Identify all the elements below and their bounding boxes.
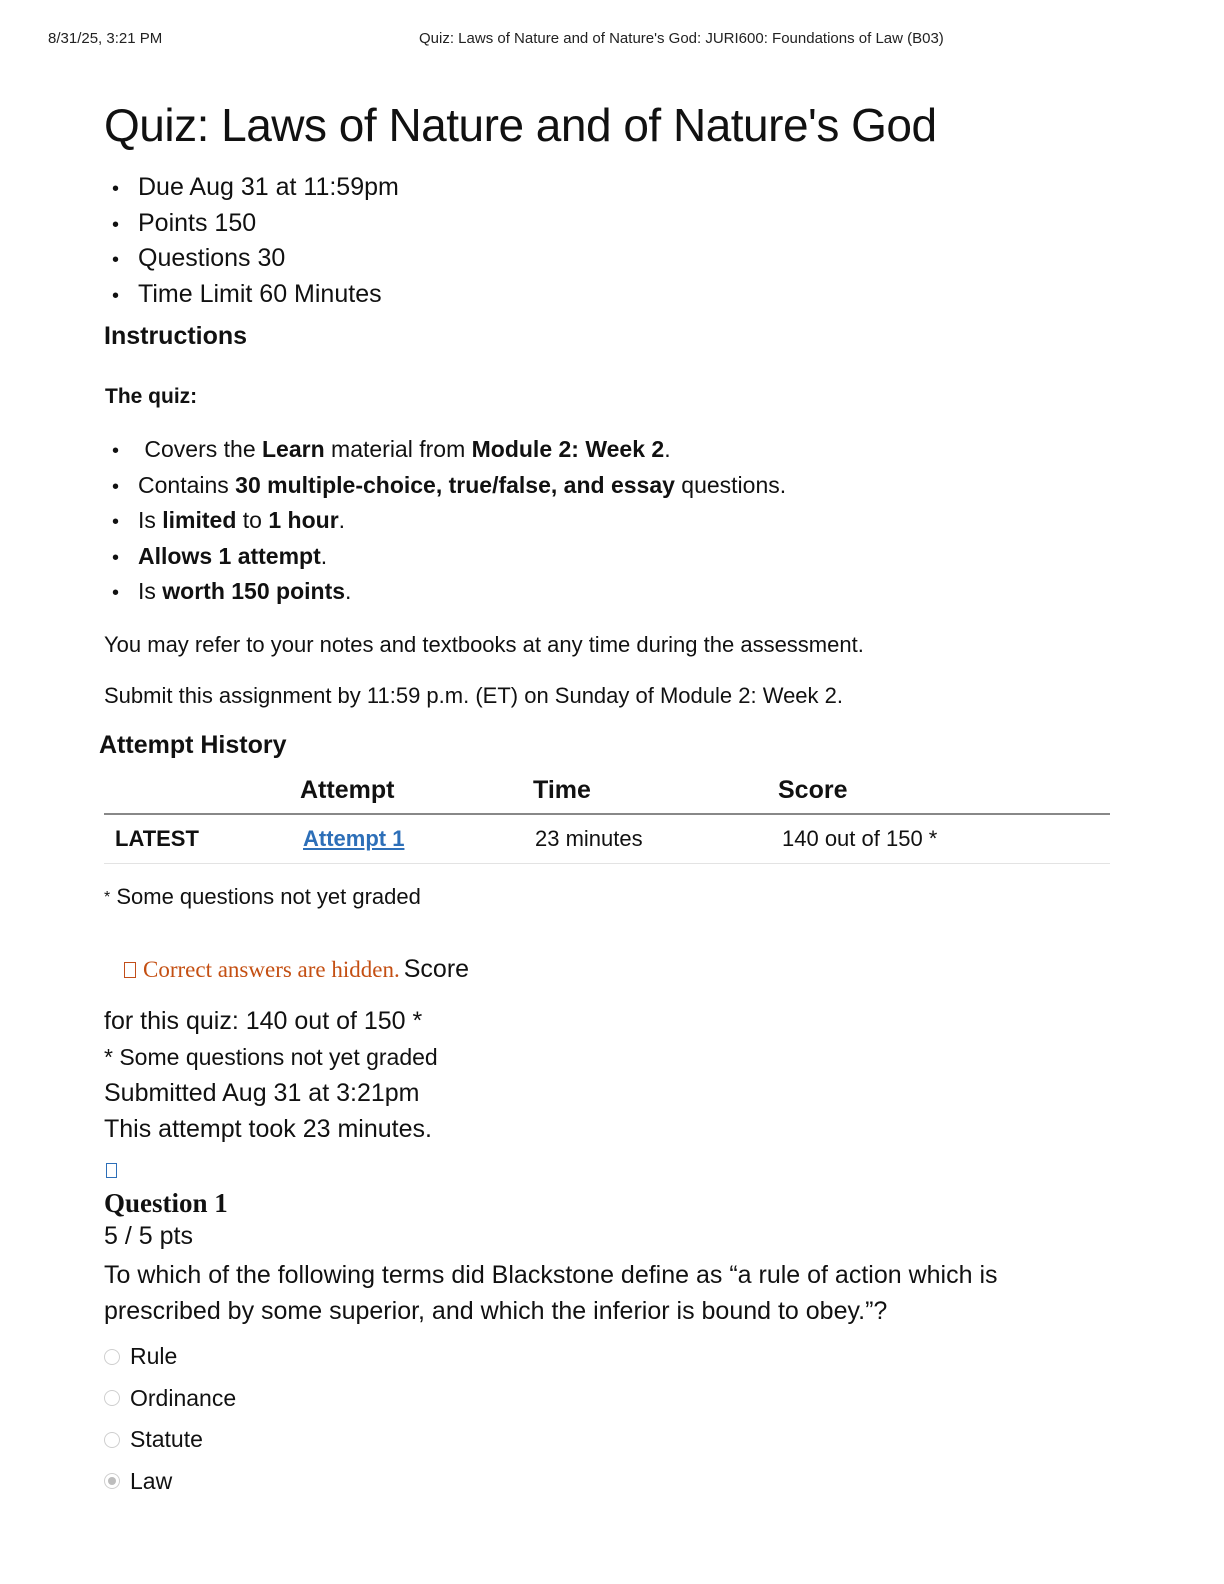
results-summary <box>104 1003 438 1147</box>
meta-time-limit: • Time Limit 60 Minutes <box>112 279 382 308</box>
answer-option[interactable] <box>104 1336 236 1378</box>
quiz-meta-list <box>112 170 399 312</box>
instructions-lead: The quiz: <box>105 385 198 408</box>
instructions-heading: Instructions <box>104 322 248 350</box>
print-timestamp: 8/31/25, 3:21 PM <box>48 30 163 47</box>
submit-deadline-text: Submit this assignment by 11:59 p.m. (ET) on Sunday of Module 2: Week 2. <box>104 683 843 708</box>
answer-option[interactable] <box>104 1419 236 1461</box>
answer-label: Law <box>130 1467 173 1494</box>
attempt-history-heading: Attempt History <box>99 731 287 759</box>
radio-button[interactable] <box>104 1390 120 1406</box>
answer-options <box>104 1336 236 1502</box>
attempt-link[interactable]: Attempt 1 <box>303 826 405 851</box>
rule-item: • Allows 1 attempt. <box>112 542 328 569</box>
box-icon <box>124 962 136 978</box>
score-label: Score <box>403 955 470 983</box>
column-header-score: Score <box>778 767 1110 814</box>
not-graded-line: * Some questions not yet graded <box>104 1044 438 1070</box>
meta-due: • Due Aug 31 at 11:59pm <box>112 173 399 201</box>
meta-points: • Points 150 <box>112 208 257 237</box>
duration-line: This attempt took 23 minutes. <box>104 1115 432 1143</box>
question-title: Question 1 <box>104 1188 228 1218</box>
rule-item: • Is limited to 1 hour. <box>112 507 346 534</box>
grading-footnote: * Some questions not yet graded <box>104 884 421 909</box>
column-header <box>104 767 300 814</box>
hidden-answers-notice <box>124 955 469 984</box>
rule-item: • Is worth 150 points. <box>112 578 352 605</box>
attempt-cell <box>300 814 533 864</box>
print-page-title: Quiz: Laws of Nature and of Nature's God: JURI600: Foundations of Law (B03) <box>419 30 944 47</box>
answer-label: Statute <box>130 1426 203 1453</box>
answer-option[interactable] <box>104 1461 236 1503</box>
latest-label: LATEST <box>104 814 300 864</box>
answer-label: Ordinance <box>130 1384 237 1411</box>
column-header-attempt: Attempt <box>300 767 533 814</box>
answer-label: Rule <box>130 1343 178 1370</box>
hidden-answers-text: Correct answers are hidden. <box>143 957 400 982</box>
table-header-row <box>104 767 1110 814</box>
score-cell: 140 out of 150 * <box>778 814 1110 864</box>
rule-item: • Contains 30 multiple-choice, true/false, and essay questions. <box>112 471 787 498</box>
radio-button[interactable] <box>104 1349 120 1365</box>
radio-button[interactable] <box>104 1432 120 1448</box>
page-title: Quiz: Laws of Nature and of Nature's God <box>104 99 937 151</box>
notes-allowed-text: You may refer to your notes and textbooks at any time during the assessment. <box>104 632 864 657</box>
question-points: 5 / 5 pts <box>104 1222 193 1250</box>
rule-item: • Covers the Learn material from Module 2: Week 2. <box>112 436 671 462</box>
meta-questions: • Questions 30 <box>112 244 286 273</box>
flag-icon[interactable] <box>106 1163 117 1178</box>
question-text: To which of the following terms did Blackstone define as “a rule of action which is prescribed by some superior, and which the inferior is bound to obey.”? <box>104 1261 998 1325</box>
score-line: for this quiz: 140 out of 150 * <box>104 1007 423 1035</box>
submitted-line: Submitted Aug 31 at 3:21pm <box>104 1079 420 1107</box>
answer-option[interactable] <box>104 1378 236 1420</box>
table-row <box>104 814 1110 864</box>
column-header-time: Time <box>533 767 778 814</box>
attempt-history-table <box>104 767 1110 864</box>
radio-button-selected[interactable] <box>104 1473 120 1489</box>
instructions-rules <box>112 432 786 610</box>
time-cell: 23 minutes <box>533 814 778 864</box>
